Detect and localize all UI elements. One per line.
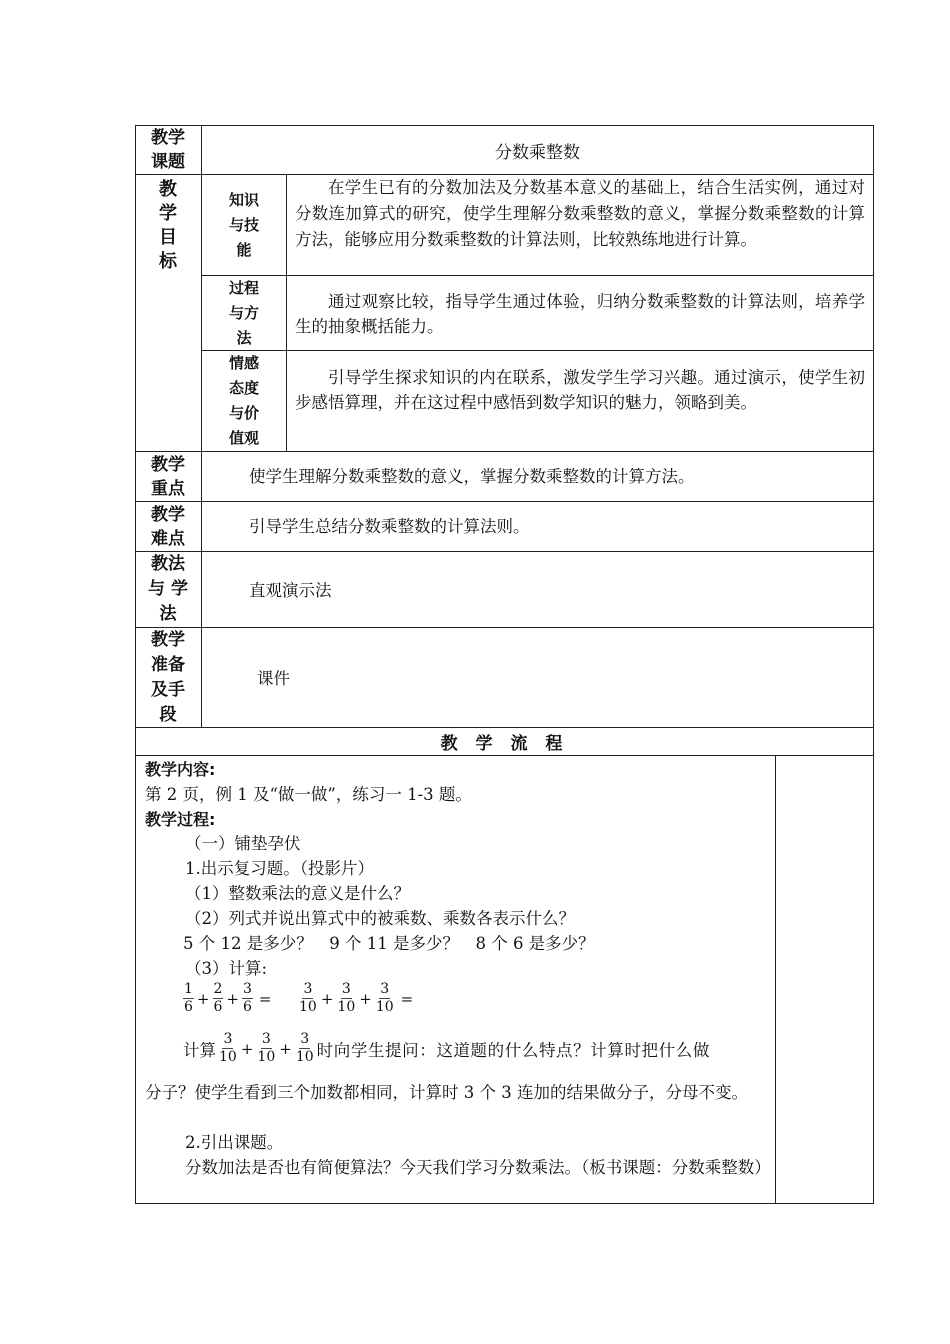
teacher-question-continued: 分子？使学生看到三个加数都相同，计算时 3 个 3 连加的结果做分子，分母不变。 [145, 1083, 748, 1102]
emotion-label: 情感态度与价值观 [228, 354, 259, 447]
knowledge-label: 知识与技能 [228, 191, 259, 259]
fraction: $\frac{3}{10}$ [299, 981, 317, 1015]
content-text: 第 2 页，例 1 及“做一做”，练习一 1-3 题。 [145, 785, 472, 804]
process-text: 通过观察比较，指导学生通过体验，归纳分数乘整数的计算法则，培养学生的抽象概括能力。 [295, 292, 865, 336]
question-2: （2）列式并说出算式中的被乘数、乘数各表示什么？ [185, 909, 575, 928]
row-line [201, 350, 874, 351]
question-3: （3）计算: [185, 959, 268, 978]
calc-expression-b: $\frac{3}{10}$ + $\frac{3}{10}$ + $\frac{3}{10}$ = [299, 981, 414, 1015]
row-line [135, 551, 874, 552]
objectives-label: 教学目标 [159, 178, 177, 272]
difficulty-text: 引导学生总结分数乘整数的计算法则。 [249, 517, 530, 536]
key-point-label: 教学重点 [151, 454, 185, 499]
row-line [135, 627, 874, 628]
content-heading: 教学内容: [145, 760, 216, 779]
prep-label: 教学准备及手段 [151, 629, 185, 725]
topic-value: 分数乘整数 [495, 142, 580, 163]
question-2-examples: 5 个 12 是多少？ 9 个 11 是多少？ 8 个 6 是多少？ [183, 934, 595, 953]
topic-label: 教学课题 [151, 128, 185, 172]
method-text: 直观演示法 [249, 581, 332, 600]
flow-title: 教 学 流 程 [440, 734, 569, 754]
question-1: （1）整数乘法的意义是什么？ [185, 884, 410, 903]
fraction: $\frac{3}{10}$ [337, 981, 356, 1015]
col-line [775, 755, 776, 1204]
table-border-left [135, 125, 136, 1204]
key-point-text: 使学生理解分数乘整数的意义，掌握分数乘整数的计算方法。 [249, 467, 695, 486]
row-line [135, 501, 874, 502]
emotion-text: 引导学生探求知识的内在联系，激发学生学习兴趣。通过演示，使学生初步感悟算理，并在这过程中感悟到数学知识的魅力，领略到美。 [295, 368, 865, 412]
fraction: $\frac{3}{10}$ [295, 1031, 314, 1065]
fraction: $\frac{3}{10}$ [375, 981, 394, 1015]
process-label: 过程与方法 [228, 278, 259, 347]
fraction: $\frac{3}{10}$ [219, 1031, 237, 1065]
row-line [135, 755, 874, 756]
step1-title: （一）铺垫孕伏 [185, 834, 301, 853]
table-border-bottom [135, 1203, 874, 1204]
process-heading: 教学过程: [145, 810, 216, 829]
step1-1: 1.出示复习题。（投影片） [185, 859, 374, 878]
col-line [286, 174, 287, 452]
table-border-right [873, 125, 874, 1204]
fraction: $\frac{3}{10}$ [257, 1031, 276, 1065]
fraction: $\frac{3}{6}$ [243, 981, 252, 1015]
method-label: 教法与 学法 [148, 554, 188, 624]
fraction: $\frac{1}{6}$ [184, 981, 193, 1015]
difficulty-label: 教学难点 [151, 504, 185, 549]
fraction: $\frac{2}{6}$ [213, 981, 223, 1015]
calc-expression-a: $\frac{1}{6}$ + $\frac{2}{6}$ + $\frac{3}{6}$ = [184, 981, 272, 1015]
row-line [201, 275, 874, 276]
knowledge-text: 在学生已有的分数加法及分数基本意义的基础上，结合生活实例，通过对分数连加算式的研究，使学生理解分数乘整数的意义，掌握分数乘整数的计算方法，能够应用分数乘整数的计算法则，比较熟练地进行计算。 [295, 178, 865, 249]
row-line [135, 451, 874, 452]
intro-text: 分数加法是否也有简便算法？今天我们学习分数乘法。（板书课题：分数乘整数） [185, 1158, 771, 1177]
prep-text: 课件 [257, 669, 290, 688]
teacher-question-line: 计算 $\frac{3}{10}$ + $\frac{3}{10}$ + $\frac{3}{10}$ 时向学生提问：这道题的什么特点？计算时把什么做 [183, 1031, 710, 1065]
step1-2: 2.引出课题。 [185, 1133, 284, 1152]
